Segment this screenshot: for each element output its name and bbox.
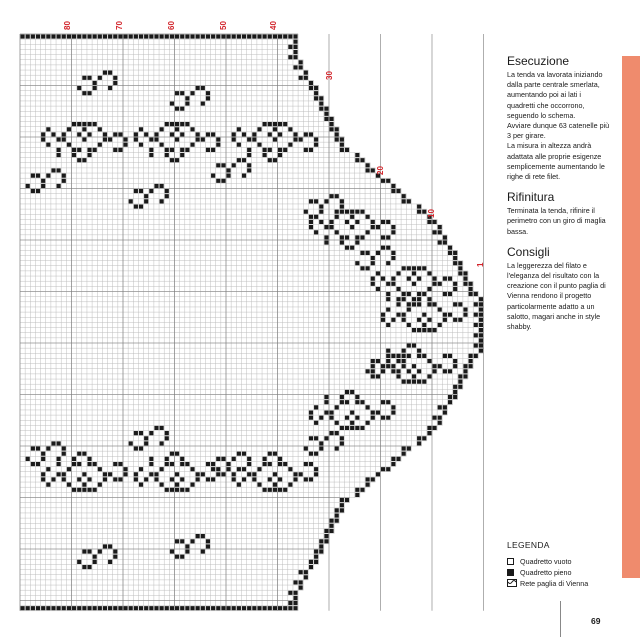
section-body-esecuzione: La tenda va lavorata iniziando dalla parte centrale smerlata, aumentando poi ai lati i quadretti che occorrono, seguendo lo schema. Avviare dunque 63 catenelle più 3 per girare. La misura in altezza andrà adattata alle proprie esigenze semplicemente aumentando le righe di rete filet. [507,70,610,182]
legend-label: Quadretto vuoto [520,556,572,566]
row-number-40: 40 [269,21,278,30]
legend-item-empty [507,556,612,566]
row-number-80: 80 [63,21,72,30]
legend-item-vienna [507,578,612,588]
accent-side-bar [622,56,640,578]
filled-square-icon [507,569,514,576]
legend-label: Rete paglia di Vienna [520,578,589,588]
row-number-1: 1 [476,262,485,267]
row-number-20: 20 [376,166,385,175]
section-body-consigli: La leggerezza del filato e l'eleganza del risultato con la creazione con il punto paglia di Vienna rendono il progetto particolarmente adatto a un salotto, magari anche in style shabby. [507,260,606,332]
row-number-60: 60 [167,21,176,30]
section-title-rifinitura: Rifinitura [507,190,555,205]
vienna-straw-mesh-icon [507,579,517,587]
section-title-esecuzione: Esecuzione [507,54,570,68]
instructions-panel [507,54,610,340]
row-number-70: 70 [115,21,124,30]
row-number-30: 30 [325,71,334,80]
legend-title: LEGENDA [507,540,550,550]
footer-divider [560,601,561,637]
legend-item-filled [507,567,612,577]
legend [507,540,612,589]
legend-label: Quadretto pieno [520,567,572,577]
section-title-consigli: Consigli [507,244,550,259]
grid-lines [20,34,484,611]
page-number: 69 [591,616,601,626]
row-number-50: 50 [219,21,228,30]
section-body-rifinitura: Terminata la tenda, rifinire il perimetro con un giro di maglia bassa. [507,206,606,236]
row-number-10: 10 [427,209,436,218]
empty-square-icon [507,558,514,565]
